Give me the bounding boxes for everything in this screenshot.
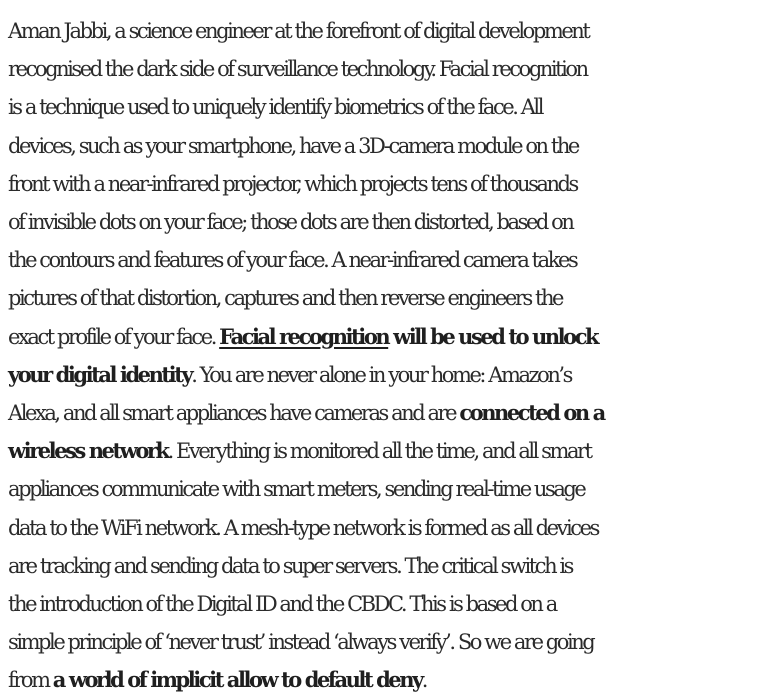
body-text: front with a near-infrared projector, which projects tens of thousands (8, 171, 577, 196)
emphasized-text: connected on a (459, 400, 604, 426)
body-text: recognised the dark side of surveillance technology. Facial recognition (8, 57, 587, 82)
emphasized-text: your digital identity (8, 361, 192, 387)
emphasized-text: will be used to unlock (388, 323, 598, 349)
facial-recognition-link[interactable]: Facial recognition (219, 323, 389, 349)
text-line (8, 50, 763, 88)
body-text: . Everything is monitored all the time, and all smart (167, 439, 591, 464)
body-text: the introduction of the Digital ID and the CBDC. This is based on a (8, 592, 556, 617)
body-text: simple principle of ‘never trust’ instead ‘always verify’. So we are going (8, 630, 594, 655)
text-line (8, 394, 763, 432)
text-line (8, 318, 763, 356)
body-text: of invisible dots on your face; those dots are then distorted, based on (8, 210, 573, 235)
body-text: devices, such as your smartphone, have a 3D-camera module on the (8, 133, 578, 158)
text-line (8, 165, 763, 203)
text-line (8, 623, 763, 661)
article-paragraph (8, 12, 763, 697)
body-text: pictures of that distortion, captures and then reverse engineers the (8, 286, 563, 311)
text-line (8, 661, 763, 697)
emphasized-text: wireless network (8, 438, 168, 464)
text-line (8, 509, 763, 547)
text-line (8, 585, 763, 623)
text-line (8, 88, 763, 126)
body-text: exact profile of your face. (8, 324, 220, 349)
body-text: from (8, 668, 53, 693)
body-text: . You are never alone in your home: Amazon’s (191, 362, 571, 387)
text-line (8, 127, 763, 165)
body-text: appliances communicate with smart meters, sending real-time usage (8, 477, 585, 502)
body-text: is a technique used to uniquely identify biometrics of the face. All (8, 95, 542, 120)
text-line (8, 279, 763, 317)
text-line (8, 356, 763, 394)
body-text: Alexa, and all smart appliances have cameras and are (8, 401, 460, 426)
body-text: Aman Jabbi, a science engineer at the forefront of digital development (8, 19, 589, 43)
emphasized-text: a world of implicit allow to default deny (52, 667, 422, 693)
text-line (8, 203, 763, 241)
body-text: the contours and features of your face. A near-infrared camera takes (8, 248, 577, 273)
text-line (8, 470, 763, 508)
text-line (8, 432, 763, 470)
body-text: . (421, 668, 427, 693)
body-text: data to the WiFi network. A mesh-type network is formed as all devices (8, 515, 598, 540)
body-text: are tracking and sending data to super servers. The critical switch is (8, 553, 572, 578)
text-line (8, 12, 763, 50)
text-line (8, 241, 763, 279)
text-line (8, 547, 763, 585)
